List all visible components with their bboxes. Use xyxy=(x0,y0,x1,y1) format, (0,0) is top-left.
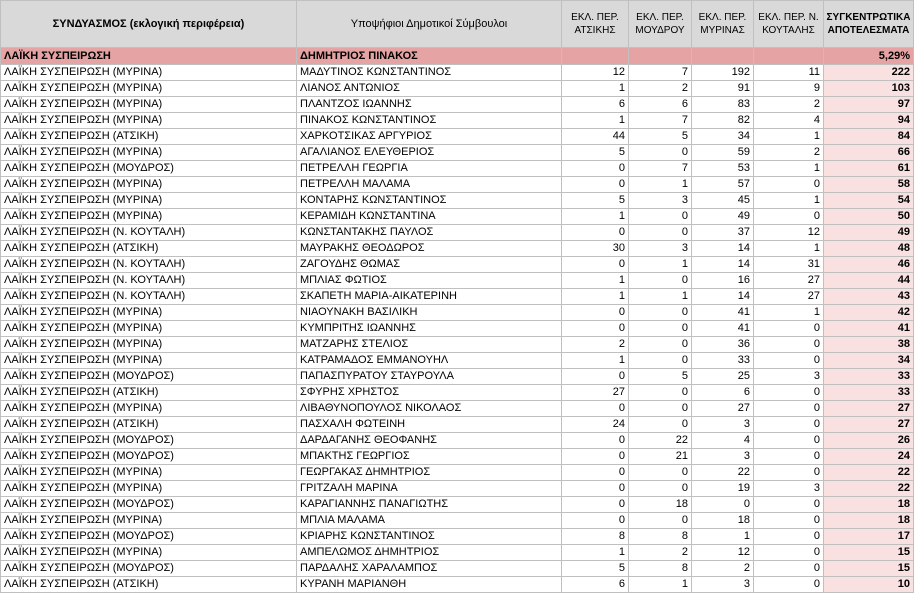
cell-total: 17 xyxy=(824,529,914,545)
header-total: ΣΥΓΚΕΝΤΡΩΤΙΚΑ ΑΠΟΤΕΛΕΣΜΑΤΑ xyxy=(824,1,914,48)
table-row xyxy=(1,337,914,353)
cell-party: ΛΑΪΚΗ ΣΥΣΠΕΙΡΩΣΗ (ΜΥΡΙΝΑ) xyxy=(1,353,297,369)
cell-myrina: 3 xyxy=(692,417,754,433)
cell-candidate: ΜΑΤΖΑΡΗΣ ΣΤΕΛΙΟΣ xyxy=(297,337,562,353)
cell-moudros: 2 xyxy=(629,545,692,561)
cell-moudros: 0 xyxy=(629,305,692,321)
cell-candidate: ΔΑΡΔΑΓΑΝΗΣ ΘΕΟΦΑΝΗΣ xyxy=(297,433,562,449)
cell-candidate: ΠΛΑΝΤΖΟΣ ΙΩΑΝΝΗΣ xyxy=(297,97,562,113)
table-row xyxy=(1,545,914,561)
cell-atsiki: 44 xyxy=(562,129,629,145)
cell-candidate: ΝΙΑΟΥΝΑΚΗ ΒΑΣΙΛΙΚΗ xyxy=(297,305,562,321)
table-row xyxy=(1,305,914,321)
cell-total: 54 xyxy=(824,193,914,209)
cell-candidate: ΜΠΛΙΑΣ ΦΩΤΙΟΣ xyxy=(297,273,562,289)
cell-atsiki: 27 xyxy=(562,385,629,401)
cell-moudros: 6 xyxy=(629,97,692,113)
cell-myrina: 37 xyxy=(692,225,754,241)
cell-total: 103 xyxy=(824,81,914,97)
cell-atsiki: 0 xyxy=(562,225,629,241)
cell-atsiki: 12 xyxy=(562,65,629,81)
header-myrina: ΕΚΛ. ΠΕΡ. ΜΥΡΙΝΑΣ xyxy=(692,1,754,48)
cell-moudros: 0 xyxy=(629,465,692,481)
cell-koutali: 27 xyxy=(754,273,824,289)
cell-atsiki: 1 xyxy=(562,209,629,225)
cell-total: 46 xyxy=(824,257,914,273)
cell-koutali: 2 xyxy=(754,97,824,113)
cell-party: ΛΑΪΚΗ ΣΥΣΠΕΙΡΩΣΗ (ΜΟΥΔΡΟΣ) xyxy=(1,161,297,177)
cell-koutali: 0 xyxy=(754,353,824,369)
cell-koutali: 9 xyxy=(754,81,824,97)
cell-total: 33 xyxy=(824,369,914,385)
cell-atsiki: 5 xyxy=(562,145,629,161)
cell-moudros: 0 xyxy=(629,353,692,369)
table-row xyxy=(1,289,914,305)
cell-party: ΛΑΪΚΗ ΣΥΣΠΕΙΡΩΣΗ (ΑΤΣΙΚΗ) xyxy=(1,241,297,257)
cell-moudros: 0 xyxy=(629,513,692,529)
cell-total: 44 xyxy=(824,273,914,289)
summary-koutali xyxy=(754,48,824,65)
cell-atsiki: 0 xyxy=(562,497,629,513)
cell-party: ΛΑΪΚΗ ΣΥΣΠΕΙΡΩΣΗ (ΜΥΡΙΝΑ) xyxy=(1,65,297,81)
cell-total: 22 xyxy=(824,465,914,481)
cell-total: 42 xyxy=(824,305,914,321)
cell-party: ΛΑΪΚΗ ΣΥΣΠΕΙΡΩΣΗ (ΜΥΡΙΝΑ) xyxy=(1,513,297,529)
cell-atsiki: 0 xyxy=(562,401,629,417)
cell-candidate: ΠΑΣΧΑΛΗ ΦΩΤΕΙΝΗ xyxy=(297,417,562,433)
cell-total: 58 xyxy=(824,177,914,193)
summary-party: ΛΑΪΚΗ ΣΥΣΠΕΙΡΩΣΗ xyxy=(1,48,297,65)
table-row xyxy=(1,481,914,497)
cell-atsiki: 8 xyxy=(562,529,629,545)
cell-candidate: ΣΚΑΠΕΤΗ ΜΑΡΙΑ-ΑΙΚΑΤΕΡΙΝΗ xyxy=(297,289,562,305)
table-row xyxy=(1,113,914,129)
table-row xyxy=(1,161,914,177)
cell-party: ΛΑΪΚΗ ΣΥΣΠΕΙΡΩΣΗ (ΜΟΥΔΡΟΣ) xyxy=(1,433,297,449)
cell-total: 27 xyxy=(824,417,914,433)
summary-atsiki xyxy=(562,48,629,65)
cell-koutali: 0 xyxy=(754,433,824,449)
table-row xyxy=(1,465,914,481)
cell-candidate: ΓΕΩΡΓΑΚΑΣ ΔΗΜΗΤΡΙΟΣ xyxy=(297,465,562,481)
cell-total: 43 xyxy=(824,289,914,305)
cell-koutali: 0 xyxy=(754,545,824,561)
cell-myrina: 34 xyxy=(692,129,754,145)
cell-koutali: 3 xyxy=(754,481,824,497)
cell-moudros: 7 xyxy=(629,65,692,81)
cell-myrina: 192 xyxy=(692,65,754,81)
table-row xyxy=(1,241,914,257)
cell-total: 33 xyxy=(824,385,914,401)
cell-koutali: 0 xyxy=(754,385,824,401)
cell-moudros: 0 xyxy=(629,209,692,225)
table-row xyxy=(1,449,914,465)
cell-moudros: 22 xyxy=(629,433,692,449)
cell-candidate: ΛΙΒΑΘΥΝΟΠΟΥΛΟΣ ΝΙΚΟΛΑΟΣ xyxy=(297,401,562,417)
cell-total: 38 xyxy=(824,337,914,353)
cell-moudros: 0 xyxy=(629,225,692,241)
cell-koutali: 0 xyxy=(754,513,824,529)
cell-myrina: 91 xyxy=(692,81,754,97)
table-row xyxy=(1,497,914,513)
cell-total: 26 xyxy=(824,433,914,449)
cell-koutali: 0 xyxy=(754,577,824,593)
header-candidate: Υποψήφιοι Δημοτικοί Σύμβουλοι xyxy=(297,1,562,48)
cell-candidate: ΜΠΑΚΤΗΣ ΓΕΩΡΓΙΟΣ xyxy=(297,449,562,465)
cell-candidate: ΚΑΤΡΑΜΑΔΟΣ ΕΜΜΑΝΟΥΗΛ xyxy=(297,353,562,369)
cell-candidate: ΚΡΙΑΡΗΣ ΚΩΝΣΤΑΝΤΙΝΟΣ xyxy=(297,529,562,545)
cell-moudros: 0 xyxy=(629,401,692,417)
cell-atsiki: 1 xyxy=(562,113,629,129)
cell-atsiki: 24 xyxy=(562,417,629,433)
cell-myrina: 2 xyxy=(692,561,754,577)
cell-party: ΛΑΪΚΗ ΣΥΣΠΕΙΡΩΣΗ (Ν. ΚΟΥΤΑΛΗ) xyxy=(1,289,297,305)
cell-candidate: ΣΦΥΡΗΣ ΧΡΗΣΤΟΣ xyxy=(297,385,562,401)
table-row xyxy=(1,561,914,577)
summary-total: 5,29% xyxy=(824,48,914,65)
cell-atsiki: 0 xyxy=(562,513,629,529)
cell-myrina: 0 xyxy=(692,497,754,513)
cell-candidate: ΑΓΑΛΙΑΝΟΣ ΕΛΕΥΘΕΡΙΟΣ xyxy=(297,145,562,161)
cell-myrina: 3 xyxy=(692,577,754,593)
cell-moudros: 18 xyxy=(629,497,692,513)
cell-atsiki: 0 xyxy=(562,257,629,273)
cell-atsiki: 0 xyxy=(562,369,629,385)
cell-candidate: ΚΩΝΣΤΑΝΤΑΚΗΣ ΠΑΥΛΟΣ xyxy=(297,225,562,241)
cell-total: 41 xyxy=(824,321,914,337)
cell-candidate: ΓΡΙΤΖΑΛΗ ΜΑΡΙΝΑ xyxy=(297,481,562,497)
cell-total: 15 xyxy=(824,561,914,577)
cell-party: ΛΑΪΚΗ ΣΥΣΠΕΙΡΩΣΗ (ΜΥΡΙΝΑ) xyxy=(1,193,297,209)
cell-total: 84 xyxy=(824,129,914,145)
cell-myrina: 49 xyxy=(692,209,754,225)
cell-party: ΛΑΪΚΗ ΣΥΣΠΕΙΡΩΣΗ (ΜΥΡΙΝΑ) xyxy=(1,177,297,193)
cell-party: ΛΑΪΚΗ ΣΥΣΠΕΙΡΩΣΗ (ΜΟΥΔΡΟΣ) xyxy=(1,529,297,545)
cell-moudros: 7 xyxy=(629,161,692,177)
cell-candidate: ΚΟΝΤΑΡΗΣ ΚΩΝΣΤΑΝΤΙΝΟΣ xyxy=(297,193,562,209)
cell-moudros: 3 xyxy=(629,241,692,257)
cell-party: ΛΑΪΚΗ ΣΥΣΠΕΙΡΩΣΗ (ΜΥΡΙΝΑ) xyxy=(1,209,297,225)
header-moudros: ΕΚΛ. ΠΕΡ. ΜΟΥΔΡΟΥ xyxy=(629,1,692,48)
cell-myrina: 25 xyxy=(692,369,754,385)
cell-party: ΛΑΪΚΗ ΣΥΣΠΕΙΡΩΣΗ (ΜΟΥΔΡΟΣ) xyxy=(1,561,297,577)
cell-total: 48 xyxy=(824,241,914,257)
header-party: ΣΥΝΔΥΑΣΜΟΣ (εκλογική περιφέρεια) xyxy=(1,1,297,48)
cell-total: 34 xyxy=(824,353,914,369)
cell-moudros: 5 xyxy=(629,369,692,385)
cell-koutali: 0 xyxy=(754,337,824,353)
cell-candidate: ΑΜΠΕΛΩΜΟΣ ΔΗΜΗΤΡΙΟΣ xyxy=(297,545,562,561)
cell-candidate: ΧΑΡΚΟΤΣΙΚΑΣ ΑΡΓΥΡΙΟΣ xyxy=(297,129,562,145)
cell-moudros: 0 xyxy=(629,337,692,353)
cell-koutali: 1 xyxy=(754,305,824,321)
cell-koutali: 3 xyxy=(754,369,824,385)
cell-candidate: ΠΑΠΑΣΠΥΡΑΤΟΥ ΣΤΑΥΡΟΥΛΑ xyxy=(297,369,562,385)
cell-total: 18 xyxy=(824,513,914,529)
cell-total: 66 xyxy=(824,145,914,161)
table-row xyxy=(1,97,914,113)
cell-party: ΛΑΪΚΗ ΣΥΣΠΕΙΡΩΣΗ (Ν. ΚΟΥΤΑΛΗ) xyxy=(1,257,297,273)
cell-atsiki: 5 xyxy=(562,561,629,577)
cell-myrina: 41 xyxy=(692,321,754,337)
cell-party: ΛΑΪΚΗ ΣΥΣΠΕΙΡΩΣΗ (ΜΥΡΙΝΑ) xyxy=(1,113,297,129)
cell-koutali: 0 xyxy=(754,417,824,433)
cell-koutali: 0 xyxy=(754,465,824,481)
cell-myrina: 22 xyxy=(692,465,754,481)
cell-myrina: 6 xyxy=(692,385,754,401)
cell-myrina: 36 xyxy=(692,337,754,353)
header-atsiki: ΕΚΛ. ΠΕΡ. ΑΤΣΙΚΗΣ xyxy=(562,1,629,48)
cell-atsiki: 6 xyxy=(562,97,629,113)
table-row xyxy=(1,577,914,593)
cell-koutali: 0 xyxy=(754,209,824,225)
cell-atsiki: 0 xyxy=(562,161,629,177)
cell-party: ΛΑΪΚΗ ΣΥΣΠΕΙΡΩΣΗ (ΜΥΡΙΝΑ) xyxy=(1,321,297,337)
cell-myrina: 12 xyxy=(692,545,754,561)
table-row xyxy=(1,513,914,529)
cell-myrina: 16 xyxy=(692,273,754,289)
cell-myrina: 45 xyxy=(692,193,754,209)
cell-atsiki: 1 xyxy=(562,353,629,369)
cell-party: ΛΑΪΚΗ ΣΥΣΠΕΙΡΩΣΗ (ΜΥΡΙΝΑ) xyxy=(1,481,297,497)
cell-myrina: 1 xyxy=(692,529,754,545)
cell-koutali: 0 xyxy=(754,321,824,337)
cell-atsiki: 0 xyxy=(562,305,629,321)
header-koutali: ΕΚΛ. ΠΕΡ. Ν. ΚΟΥΤΑΛΗΣ xyxy=(754,1,824,48)
cell-total: 50 xyxy=(824,209,914,225)
cell-moudros: 1 xyxy=(629,177,692,193)
table-row xyxy=(1,369,914,385)
cell-candidate: ΠΑΡΔΑΛΗΣ ΧΑΡΑΛΑΜΠΟΣ xyxy=(297,561,562,577)
cell-candidate: ΚΥΜΠΡΙΤΗΣ ΙΩΑΝΝΗΣ xyxy=(297,321,562,337)
cell-moudros: 3 xyxy=(629,193,692,209)
cell-myrina: 18 xyxy=(692,513,754,529)
table-row xyxy=(1,273,914,289)
summary-moudros xyxy=(629,48,692,65)
cell-party: ΛΑΪΚΗ ΣΥΣΠΕΙΡΩΣΗ (ΜΟΥΔΡΟΣ) xyxy=(1,369,297,385)
cell-total: 24 xyxy=(824,449,914,465)
table-row xyxy=(1,81,914,97)
cell-atsiki: 0 xyxy=(562,433,629,449)
summary-candidate: ΔΗΜΗΤΡΙΟΣ ΠΙΝΑΚΟΣ xyxy=(297,48,562,65)
table-row xyxy=(1,65,914,81)
cell-candidate: ΚΥΡΑΝΗ ΜΑΡΙΑΝΘΗ xyxy=(297,577,562,593)
table-row xyxy=(1,321,914,337)
cell-koutali: 2 xyxy=(754,145,824,161)
cell-candidate: ΛΙΑΝΟΣ ΑΝΤΩΝΙΟΣ xyxy=(297,81,562,97)
cell-candidate: ΠΕΤΡΕΛΛΗ ΜΑΛΑΜΑ xyxy=(297,177,562,193)
table-row xyxy=(1,209,914,225)
cell-myrina: 4 xyxy=(692,433,754,449)
cell-atsiki: 2 xyxy=(562,337,629,353)
cell-party: ΛΑΪΚΗ ΣΥΣΠΕΙΡΩΣΗ (ΜΟΥΔΡΟΣ) xyxy=(1,497,297,513)
cell-moudros: 0 xyxy=(629,385,692,401)
table-row xyxy=(1,193,914,209)
table-row xyxy=(1,225,914,241)
cell-koutali: 0 xyxy=(754,497,824,513)
cell-moudros: 8 xyxy=(629,529,692,545)
cell-myrina: 19 xyxy=(692,481,754,497)
cell-candidate: ΠΙΝΑΚΟΣ ΚΩΝΣΤΑΝΤΙΝΟΣ xyxy=(297,113,562,129)
cell-koutali: 0 xyxy=(754,177,824,193)
cell-myrina: 14 xyxy=(692,241,754,257)
cell-moudros: 0 xyxy=(629,417,692,433)
cell-myrina: 33 xyxy=(692,353,754,369)
cell-party: ΛΑΪΚΗ ΣΥΣΠΕΙΡΩΣΗ (ΑΤΣΙΚΗ) xyxy=(1,129,297,145)
cell-koutali: 1 xyxy=(754,193,824,209)
cell-moudros: 0 xyxy=(629,273,692,289)
cell-party: ΛΑΪΚΗ ΣΥΣΠΕΙΡΩΣΗ (ΜΥΡΙΝΑ) xyxy=(1,145,297,161)
cell-total: 97 xyxy=(824,97,914,113)
cell-koutali: 1 xyxy=(754,161,824,177)
cell-total: 222 xyxy=(824,65,914,81)
cell-party: ΛΑΪΚΗ ΣΥΣΠΕΙΡΩΣΗ (ΜΥΡΙΝΑ) xyxy=(1,401,297,417)
cell-moudros: 7 xyxy=(629,113,692,129)
cell-myrina: 27 xyxy=(692,401,754,417)
cell-total: 15 xyxy=(824,545,914,561)
cell-moudros: 21 xyxy=(629,449,692,465)
cell-moudros: 5 xyxy=(629,129,692,145)
cell-koutali: 11 xyxy=(754,65,824,81)
cell-koutali: 31 xyxy=(754,257,824,273)
cell-candidate: ΠΕΤΡΕΛΛΗ ΓΕΩΡΓΙΑ xyxy=(297,161,562,177)
table-row xyxy=(1,417,914,433)
cell-koutali: 1 xyxy=(754,129,824,145)
cell-party: ΛΑΪΚΗ ΣΥΣΠΕΙΡΩΣΗ (Ν. ΚΟΥΤΑΛΗ) xyxy=(1,273,297,289)
table-row xyxy=(1,433,914,449)
cell-myrina: 59 xyxy=(692,145,754,161)
table-row xyxy=(1,129,914,145)
cell-myrina: 3 xyxy=(692,449,754,465)
cell-candidate: ΚΕΡΑΜΙΔΗ ΚΩΝΣΤΑΝΤΙΝΑ xyxy=(297,209,562,225)
cell-total: 18 xyxy=(824,497,914,513)
cell-myrina: 57 xyxy=(692,177,754,193)
cell-koutali: 0 xyxy=(754,561,824,577)
cell-party: ΛΑΪΚΗ ΣΥΣΠΕΙΡΩΣΗ (ΜΥΡΙΝΑ) xyxy=(1,337,297,353)
cell-moudros: 1 xyxy=(629,257,692,273)
cell-total: 49 xyxy=(824,225,914,241)
cell-party: ΛΑΪΚΗ ΣΥΣΠΕΙΡΩΣΗ (ΜΟΥΔΡΟΣ) xyxy=(1,449,297,465)
table-row xyxy=(1,353,914,369)
cell-party: ΛΑΪΚΗ ΣΥΣΠΕΙΡΩΣΗ (ΜΥΡΙΝΑ) xyxy=(1,305,297,321)
cell-atsiki: 1 xyxy=(562,289,629,305)
cell-party: ΛΑΪΚΗ ΣΥΣΠΕΙΡΩΣΗ (ΜΥΡΙΝΑ) xyxy=(1,81,297,97)
cell-myrina: 82 xyxy=(692,113,754,129)
table-row xyxy=(1,177,914,193)
cell-atsiki: 5 xyxy=(562,193,629,209)
cell-total: 61 xyxy=(824,161,914,177)
table-row xyxy=(1,257,914,273)
cell-myrina: 14 xyxy=(692,257,754,273)
cell-koutali: 0 xyxy=(754,401,824,417)
cell-candidate: ΚΑΡΑΓΙΑΝΝΗΣ ΠΑΝΑΓΙΩΤΗΣ xyxy=(297,497,562,513)
cell-atsiki: 0 xyxy=(562,465,629,481)
cell-candidate: ΖΑΓΟΥΔΗΣ ΘΩΜΑΣ xyxy=(297,257,562,273)
cell-total: 10 xyxy=(824,577,914,593)
cell-atsiki: 0 xyxy=(562,449,629,465)
cell-total: 94 xyxy=(824,113,914,129)
cell-party: ΛΑΪΚΗ ΣΥΣΠΕΙΡΩΣΗ (ΑΤΣΙΚΗ) xyxy=(1,385,297,401)
cell-myrina: 83 xyxy=(692,97,754,113)
cell-atsiki: 30 xyxy=(562,241,629,257)
cell-candidate: ΜΑΔΥΤΙΝΟΣ ΚΩΝΣΤΑΝΤΙΝΟΣ xyxy=(297,65,562,81)
cell-total: 27 xyxy=(824,401,914,417)
cell-party: ΛΑΪΚΗ ΣΥΣΠΕΙΡΩΣΗ (Ν. ΚΟΥΤΑΛΗ) xyxy=(1,225,297,241)
cell-moudros: 0 xyxy=(629,321,692,337)
cell-atsiki: 0 xyxy=(562,481,629,497)
cell-myrina: 14 xyxy=(692,289,754,305)
cell-atsiki: 1 xyxy=(562,545,629,561)
cell-koutali: 1 xyxy=(754,241,824,257)
cell-atsiki: 1 xyxy=(562,81,629,97)
cell-total: 22 xyxy=(824,481,914,497)
cell-koutali: 27 xyxy=(754,289,824,305)
cell-koutali: 0 xyxy=(754,529,824,545)
cell-atsiki: 6 xyxy=(562,577,629,593)
table-row xyxy=(1,385,914,401)
table-row xyxy=(1,145,914,161)
cell-party: ΛΑΪΚΗ ΣΥΣΠΕΙΡΩΣΗ (ΑΤΣΙΚΗ) xyxy=(1,577,297,593)
cell-moudros: 8 xyxy=(629,561,692,577)
cell-party: ΛΑΪΚΗ ΣΥΣΠΕΙΡΩΣΗ (ΜΥΡΙΝΑ) xyxy=(1,545,297,561)
cell-koutali: 4 xyxy=(754,113,824,129)
cell-myrina: 53 xyxy=(692,161,754,177)
cell-candidate: ΜΠΛΙΑ ΜΑΛΑΜΑ xyxy=(297,513,562,529)
cell-atsiki: 0 xyxy=(562,321,629,337)
table-row xyxy=(1,529,914,545)
cell-moudros: 2 xyxy=(629,81,692,97)
cell-moudros: 0 xyxy=(629,481,692,497)
cell-candidate: ΜΑΥΡΑΚΗΣ ΘΕΟΔΩΡΟΣ xyxy=(297,241,562,257)
cell-moudros: 1 xyxy=(629,289,692,305)
cell-party: ΛΑΪΚΗ ΣΥΣΠΕΙΡΩΣΗ (ΑΤΣΙΚΗ) xyxy=(1,417,297,433)
cell-moudros: 1 xyxy=(629,577,692,593)
cell-party: ΛΑΪΚΗ ΣΥΣΠΕΙΡΩΣΗ (ΜΥΡΙΝΑ) xyxy=(1,97,297,113)
cell-moudros: 0 xyxy=(629,145,692,161)
header-row xyxy=(1,1,914,48)
cell-atsiki: 0 xyxy=(562,177,629,193)
cell-koutali: 12 xyxy=(754,225,824,241)
table-row xyxy=(1,401,914,417)
cell-koutali: 0 xyxy=(754,449,824,465)
cell-myrina: 41 xyxy=(692,305,754,321)
summary-row xyxy=(1,48,914,65)
cell-atsiki: 1 xyxy=(562,273,629,289)
summary-myrina xyxy=(692,48,754,65)
cell-party: ΛΑΪΚΗ ΣΥΣΠΕΙΡΩΣΗ (ΜΥΡΙΝΑ) xyxy=(1,465,297,481)
